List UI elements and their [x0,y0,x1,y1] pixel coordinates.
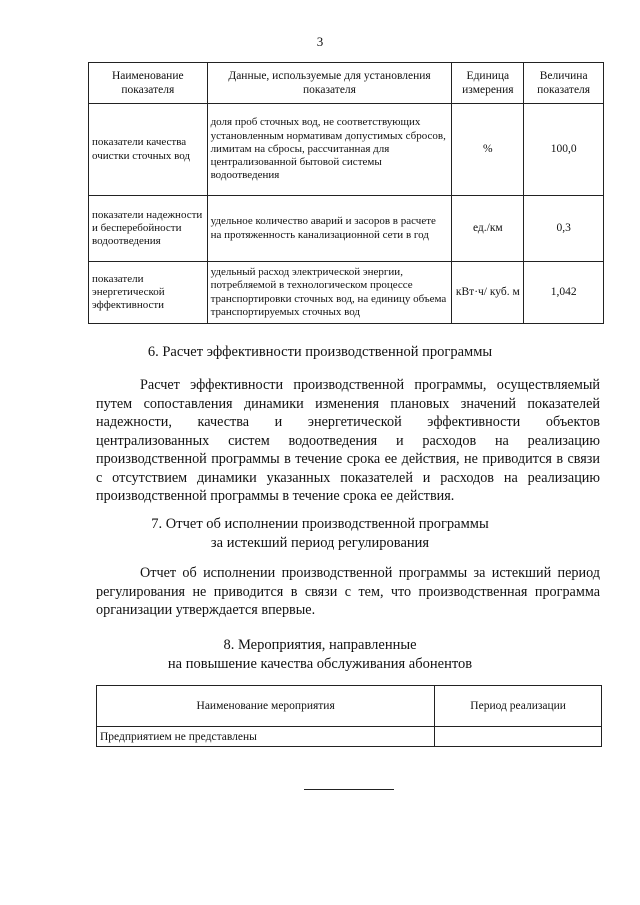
table-row [89,262,604,324]
indicator-description: удельный расход электрической энергии, потребляемой в технологическом процессе транспортировки сточных вод, на единицу объема транспортируемых сточных вод [207,262,452,324]
indicator-unit: ед./км [452,196,524,262]
header-unit: Единица измерения [452,63,524,104]
indicators-table [88,62,604,324]
table-row [89,104,604,196]
section-8-title-line-2: на повышение качества обслуживания абонентов [167,656,473,672]
indicator-value: 0,3 [524,196,604,262]
header-measure-name: Наименование мероприятия [97,686,435,727]
table-row [89,196,604,262]
section-7-title-line-2: за истекший период регулирования [210,535,430,551]
indicator-unit: кВт·ч/ куб. м [452,262,524,324]
header-data-used: Данные, используемые для установления показателя [207,63,452,104]
measures-table [96,685,602,747]
header-indicator-name: Наименование показателя [89,63,208,104]
indicator-description: удельное количество аварий и засоров в расчете на протяженность канализационной сети в год [207,196,452,262]
header-implementation-period: Период реализации [435,686,602,727]
section-7-title-line-1: 7. Отчет об исполнении производственной программы [151,516,489,532]
indicator-value: 1,042 [524,262,604,324]
page-number: 3 [316,34,324,49]
indicator-name: показатели энергетической эффективности [89,262,208,324]
end-divider [304,789,394,790]
section-6-title: 6. Расчет эффективности производственной программы [147,344,493,360]
indicator-name: показатели качества очистки сточных вод [89,104,208,196]
indicator-value: 100,0 [524,104,604,196]
measure-name: Предприятием не представлены [97,727,435,747]
header-value: Величина показателя [524,63,604,104]
section-8-title-line-1: 8. Мероприятия, направленные [223,637,417,653]
table-row [97,727,602,747]
section-7-text: Отчет об исполнении производственной программы за истекший период регулирования не приводится в связи с тем, что производственная программа организации утверждается впервые. [96,565,600,618]
indicators-header-row [89,63,604,104]
indicator-description: доля проб сточных вод, не соответствующих установленным нормативам допустимых сбросов, лимитам на сбросы, рассчитанная для централизованной бытовой системы водоотведения [207,104,452,196]
measures-header-row [97,686,602,727]
section-6-text: Расчет эффективности производственной программы, осуществляемый путем сопоставления динамики изменения плановых значений показателей надежности, качества и энергетической эффективности объектов централизованных систем водоотведения и расходов на реализацию производственной программы в течение срока ее действия, не приводится в связи с отсутствием динамики указанных показателей и расходов на реализацию производственной программы в течение срока ее действия. [96,377,600,504]
measure-period [435,727,602,747]
indicator-name: показатели надежности и бесперебойности водоотведения [89,196,208,262]
indicator-unit: % [452,104,524,196]
